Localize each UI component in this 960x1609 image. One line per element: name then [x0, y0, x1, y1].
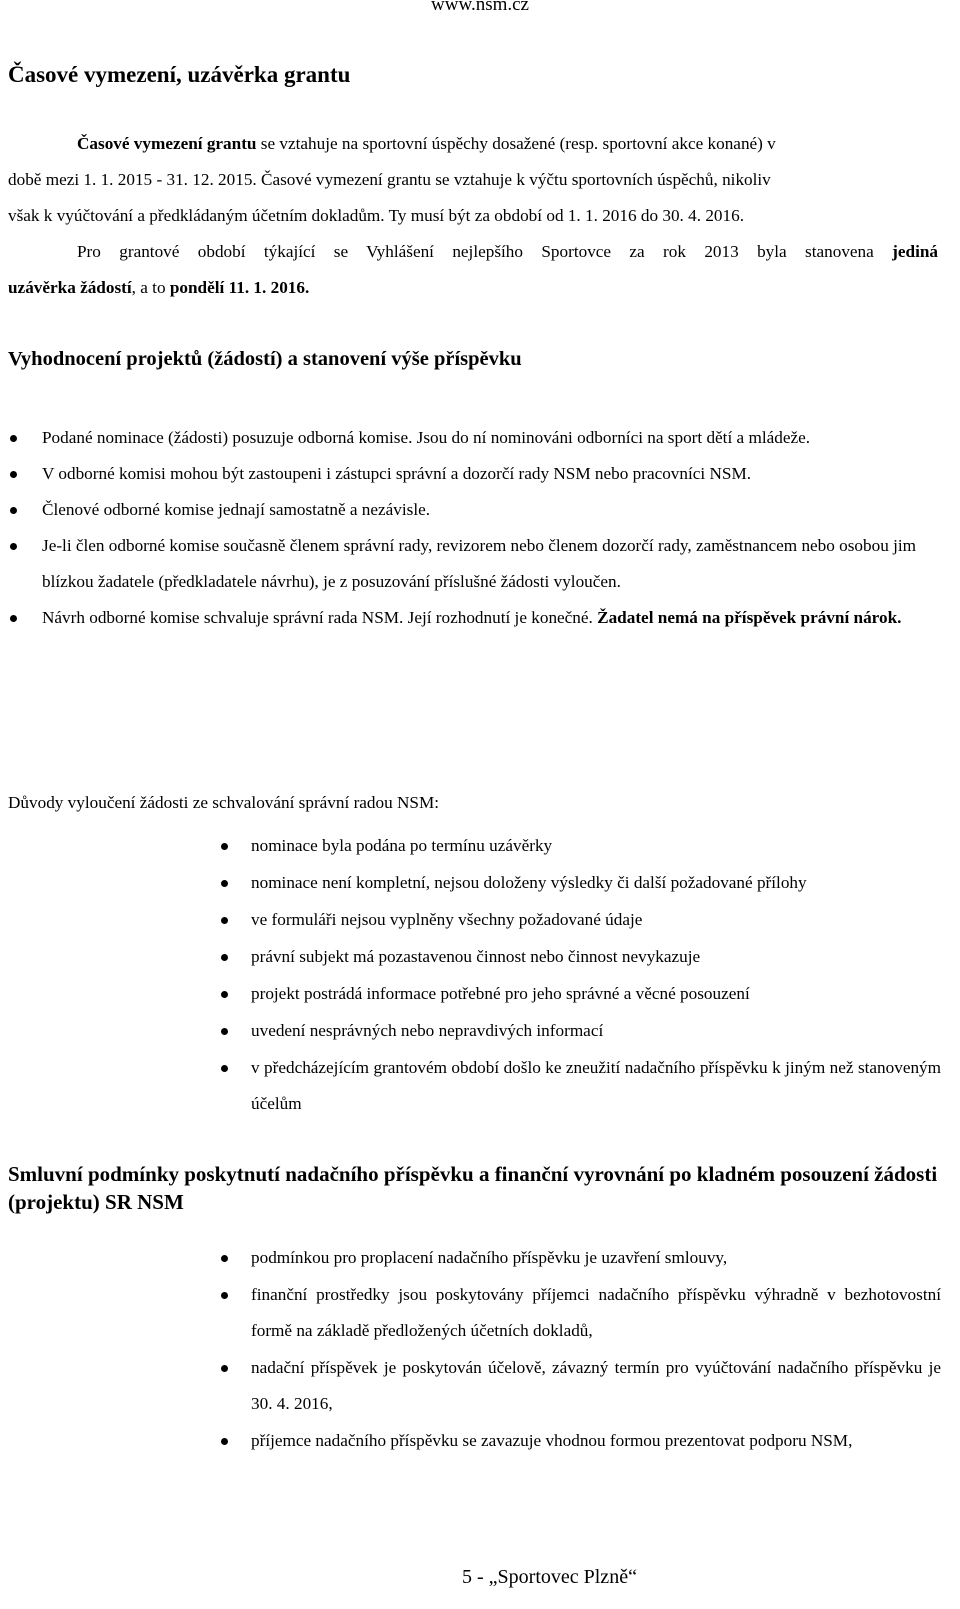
deadline-bold-closure: uzávěrka žádostí	[8, 278, 132, 297]
list-item: podmínkou pro proplacení nadačního příspěvku je uzavření smlouvy,	[251, 1240, 941, 1276]
list-item: ve formuláři nejsou vyplněny všechny požadované údaje	[251, 902, 941, 938]
timing-line-1	[8, 126, 938, 162]
section-heading-contract-terms: Smluvní podmínky poskytnutí nadačního příspěvku a finanční vyrovnání po kladném posouzení žádosti (projektu) SR NSM	[8, 1162, 938, 1214]
timing-line-2: době mezi 1. 1. 2015 - 31. 12. 2015. Časové vymezení grantu se vztahuje k výčtu sportovních úspěchů, nikoliv	[8, 170, 771, 189]
list-item: Je-li člen odborné komise současně členem správní rady, revizorem nebo členem dozorčí rady, zaměstnancem nebo osobou jim blízkou žadatele (předkladatele návrhu), je z posuzování příslušné žádosti vyloučen.	[42, 528, 942, 600]
no-legal-claim: Žadatel nemá na příspěvek právní nárok.	[597, 608, 902, 627]
deadline-line-1	[8, 234, 938, 270]
list-item: Členové odborné komise jednají samostatně a nezávisle.	[42, 492, 942, 528]
exclusion-reasons-lead: Důvody vyloučení žádosti ze schvalování správní radou NSM:	[8, 793, 440, 812]
approval-text: Návrh odborné komise schvaluje správní rada NSM. Její rozhodnutí je konečné.	[42, 608, 598, 627]
contract-terms-list	[251, 1240, 941, 1460]
section-heading-evaluation: Vyhodnocení projektů (žádostí) a stanovení výše příspěvku	[8, 348, 522, 370]
exclusion-reasons-list	[251, 828, 941, 1123]
timing-line-3: však k vyúčtování a předkládaným účetním dokladům. Ty musí být za období od 1. 1. 2016 do 30. 4. 2016.	[8, 206, 745, 225]
page-footer: 5 - „Sportovec Plzně“	[462, 1566, 637, 1588]
deadline-text: Pro grantové období týkající se Vyhlášení nejlepšího Sportovce za rok 2013 byla stanovena	[77, 242, 893, 261]
list-item: finanční prostředky jsou poskytovány příjemci nadačního příspěvku výhradně v bezhotovostní formě na základě předložených účetních dokladů,	[251, 1277, 941, 1349]
deadline-bold-single: jediná	[892, 242, 938, 261]
evaluation-list	[42, 420, 942, 636]
list-item: uvedení nesprávných nebo nepravdivých informací	[251, 1013, 941, 1049]
header-url: www.nsm.cz	[431, 0, 529, 15]
list-item: nominace není kompletní, nejsou doloženy výsledky či další požadované přílohy	[251, 865, 941, 901]
list-item: nominace byla podána po termínu uzávěrky	[251, 828, 941, 864]
list-item: v předcházejícím grantovém období došlo ke zneužití nadačního příspěvku k jiným než stanoveným účelům	[251, 1050, 941, 1122]
list-item: nadační příspěvek je poskytován účelově, závazný termín pro vyúčtování nadačního příspěvku je 30. 4. 2016,	[251, 1350, 941, 1422]
timing-paragraph	[8, 126, 938, 306]
deadline-line-2	[8, 270, 938, 306]
list-item: příjemce nadačního příspěvku se zavazuje vhodnou formou prezentovat podporu NSM,	[251, 1423, 941, 1459]
list-item: Podané nominace (žádosti) posuzuje odborná komise. Jsou do ní nominováni odborníci na sport dětí a mládeže.	[42, 420, 942, 456]
list-item: V odborné komisi mohou být zastoupeni i zástupci správní a dozorčí rady NSM nebo pracovníci NSM.	[42, 456, 942, 492]
deadline-mid: , a to	[131, 278, 170, 297]
list-item	[42, 600, 942, 636]
timing-line-1-rest: se vztahuje na sportovní úspěchy dosažené (resp. sportovní akce konané) v	[256, 134, 776, 153]
timing-bold-term: Časové vymezení grantu	[77, 134, 257, 153]
list-item: právní subjekt má pozastavenou činnost nebo činnost nevykazuje	[251, 939, 941, 975]
deadline-date: pondělí 11. 1. 2016.	[169, 278, 310, 297]
list-item: projekt postrádá informace potřebné pro jeho správné a věcné posouzení	[251, 976, 941, 1012]
section-heading-timing: Časové vymezení, uzávěrka grantu	[8, 62, 351, 87]
